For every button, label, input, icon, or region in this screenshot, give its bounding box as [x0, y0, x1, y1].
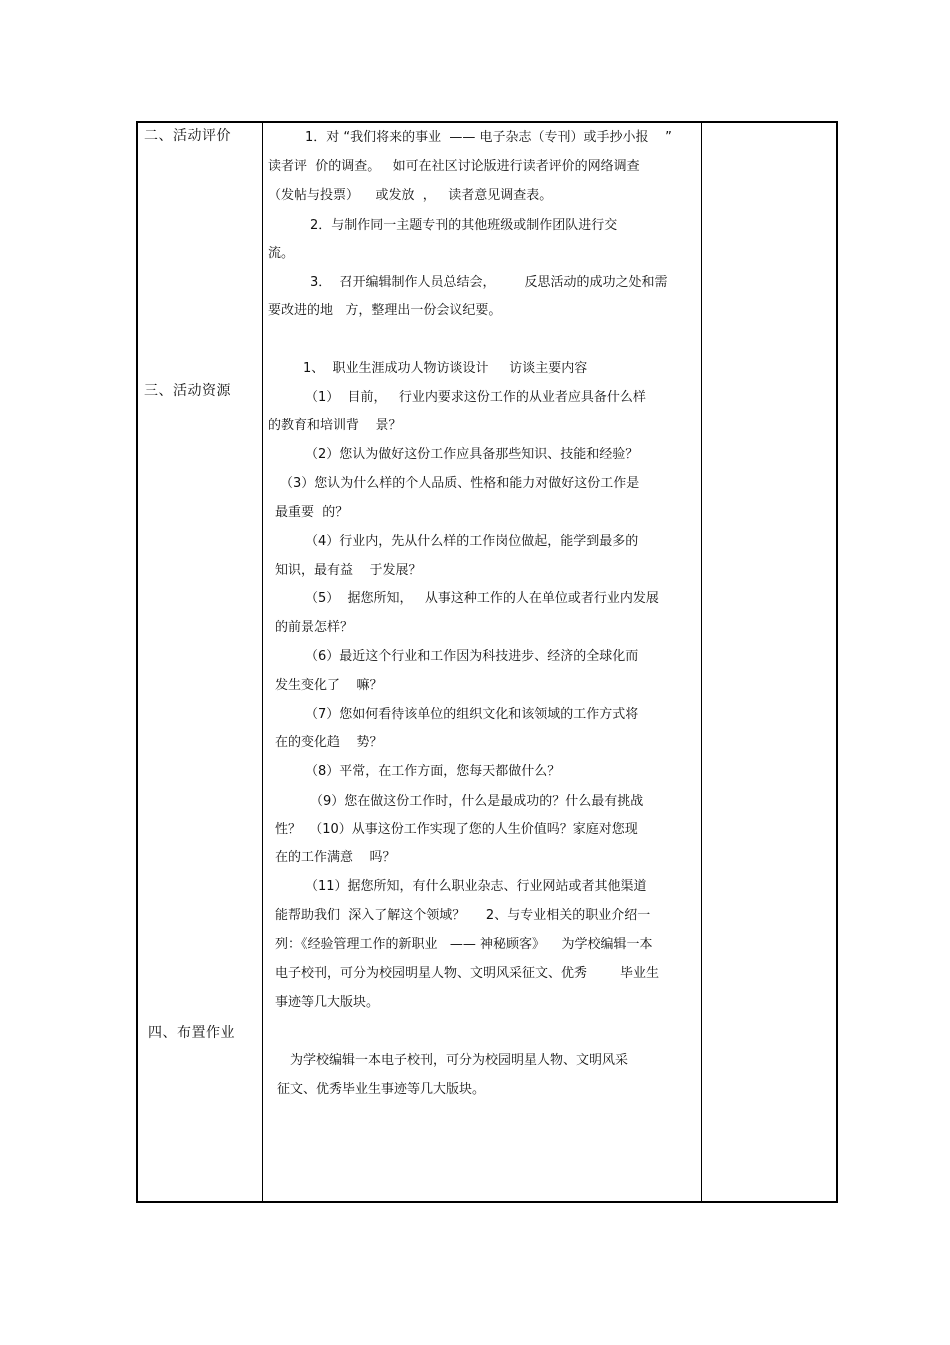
resource-line: （5） 据您所知， 从事这种工作的人在单位或者行业内发展 — [305, 591, 659, 606]
resource-line: 电子校刊，可分为校园明星人物、文明风采征文、优秀 毕业生 — [275, 966, 660, 981]
resource-line: 最重要 的？ — [275, 505, 349, 520]
resource-line: 发生变化了 嘛？ — [275, 678, 383, 693]
evaluation-line: 1．对 “我们将来的事业 —— 电子杂志（专刊）或手抄小报 ” — [305, 130, 672, 145]
resource-line: 的前景怎样？ — [275, 620, 354, 635]
evaluation-line: （发帖与投票） 或发放 ， 读者意见调查表。 — [268, 188, 553, 203]
row-label-activity-resources: 三、活动资源 — [144, 383, 231, 399]
resource-line: （4）行业内，先从什么样的工作岗位做起，能学到最多的 — [305, 534, 639, 549]
row-label-activity-evaluation: 二、活动评价 — [144, 128, 231, 144]
column-divider-right — [701, 123, 702, 1201]
resource-line: 1、 职业生涯成功人物访谈设计 访谈主要内容 — [303, 361, 588, 376]
resource-line: 能帮助我们 深入了解这个领域？ 2、与专业相关的职业介绍一 — [275, 908, 651, 923]
resource-line: （1） 目前， 行业内要求这份工作的从业者应具备什么样 — [305, 390, 646, 405]
resource-line: （7）您如何看待该单位的组织文化和该领域的工作方式将 — [305, 707, 639, 722]
evaluation-line: 3． 召开编辑制作人员总结会， 反思活动的成功之处和需 — [310, 275, 668, 290]
resource-line: 在的变化趋 势？ — [275, 735, 383, 750]
homework-line: 为学校编辑一本电子校刊，可分为校园明星人物、文明风采 — [290, 1053, 629, 1068]
column-divider-left — [262, 123, 263, 1201]
resource-line: 事迹等几大版块。 — [275, 995, 380, 1010]
resource-line: 在的工作满意 吗？ — [275, 850, 396, 865]
resource-line: 的教育和培训背 景？ — [268, 418, 402, 433]
evaluation-line: 读者评 价的调查。 如可在社区讨论版进行读者评价的网络调查 — [268, 159, 640, 174]
resource-line: 性？ （10）从事这份工作实现了您的人生价值吗？家庭对您现 — [275, 822, 638, 837]
resource-line: 知识，最有益 于发展？ — [275, 563, 422, 578]
resource-line: （6）最近这个行业和工作因为科技进步、经济的全球化而 — [305, 649, 639, 664]
evaluation-line: 2．与制作同一主题专刊的其他班级或制作团队进行交 — [310, 218, 618, 233]
resource-line: （2）您认为做好这份工作应具备那些知识、技能和经验？ — [305, 447, 639, 462]
resource-line: （11）据您所知，有什么职业杂志、行业网站或者其他渠道 — [305, 879, 647, 894]
resource-line: （9）您在做这份工作时，什么是最成功的？什么最有挑战 — [310, 794, 644, 809]
evaluation-line: 要改进的地 方，整理出一份会议纪要。 — [268, 303, 502, 318]
evaluation-line: 流。 — [268, 246, 295, 261]
homework-line: 征文、优秀毕业生事迹等几大版块。 — [277, 1082, 486, 1097]
resource-line: 列：《经验管理工作的新职业 —— 神秘顾客》 为学校编辑一本 — [275, 937, 653, 952]
row-label-assign-homework: 四、布置作业 — [148, 1025, 235, 1041]
resource-line: （8）平常，在工作方面，您每天都做什么？ — [305, 764, 561, 779]
resource-line: （3）您认为什么样的个人品质、性格和能力对做好这份工作是 — [280, 476, 640, 491]
